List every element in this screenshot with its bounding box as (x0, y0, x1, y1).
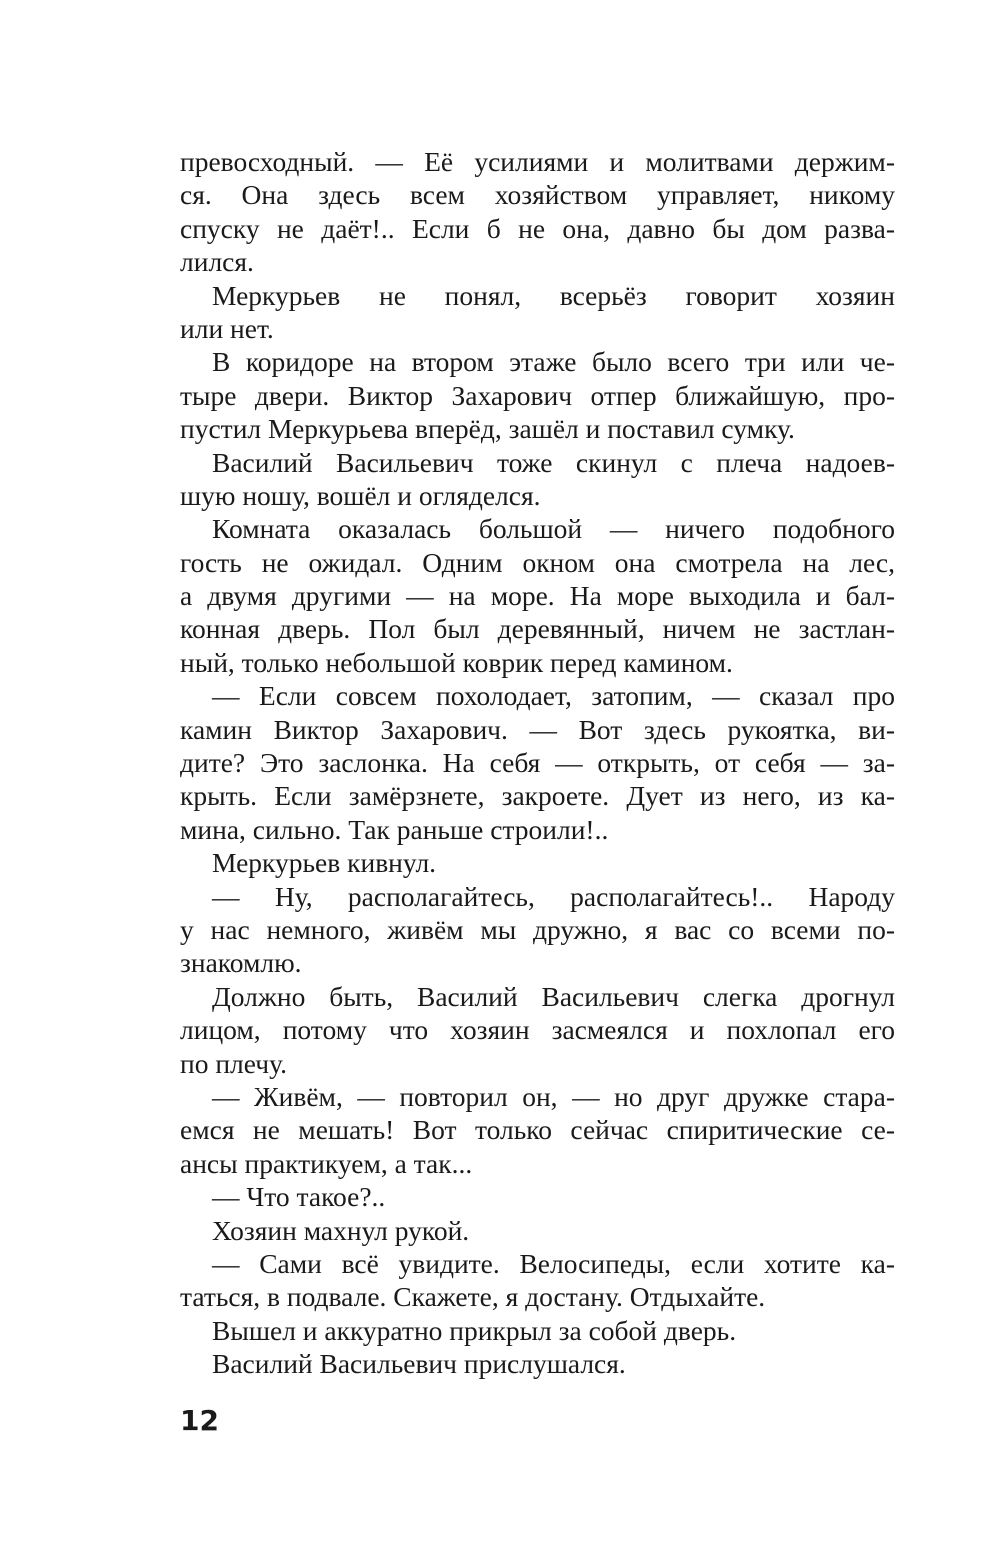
text-line: у нас немного, живём мы дружно, я вас со всеми по- (180, 913, 895, 945)
text-line: ный, только небольшой коврик перед камином. (180, 646, 733, 678)
text-line: лицом, потому что хозяин засмеялся и похлопал его (180, 1014, 895, 1046)
text-line: — Живём, — повторил он, — но друг дружке стара- (212, 1080, 895, 1112)
text-line: шую ношу, вошёл и огляделся. (180, 479, 541, 511)
text-line: пустил Меркурьева вперёд, зашёл и поставил сумку. (180, 413, 795, 445)
text-line: Василий Васильевич прислушался. (212, 1348, 626, 1380)
text-line: Меркурьев кивнул. (212, 847, 437, 879)
text-line: тыре двери. Виктор Захарович отпер ближайшую, про- (180, 379, 895, 411)
text-line: крыть. Если замёрзнете, закроете. Дует из него, из ка- (180, 780, 895, 812)
text-line: В коридоре на втором этаже было всего три или че- (212, 346, 895, 378)
text-line: мина, сильно. Так раньше строили!.. (180, 813, 609, 845)
text-line: Должно быть, Василий Васильевич слегка дрогнул (212, 980, 895, 1012)
text-line: гость не ожидал. Одним окном она смотрела на лес, (180, 546, 895, 578)
text-line: — Сами всё увидите. Велосипеды, если хотите ка- (212, 1247, 895, 1279)
text-line: — Что такое?.. (212, 1181, 386, 1213)
text-line: по плечу. (180, 1047, 288, 1079)
text-line: ансы практикуем, а так... (180, 1147, 473, 1179)
text-line: таться, в подвале. Скажете, я достану. Отдыхайте. (180, 1281, 766, 1313)
text-line: — Ну, располагайтесь, располагайтесь!.. Народу (212, 880, 895, 912)
text-line: дите? Это заслонка. На себя — открыть, от себя — за- (180, 747, 895, 779)
text-line: камин Виктор Захарович. — Вот здесь рукоятка, ви- (180, 713, 895, 745)
text-line: Вышел и аккуратно прикрыл за собой дверь. (212, 1314, 737, 1346)
text-line: ся. Она здесь всем хозяйством управляет, никому (180, 179, 895, 211)
page-number: 12 (180, 1404, 219, 1437)
text-line: или нет. (180, 312, 274, 344)
text-line: Меркурьев не понял, всерьёз говорит хозяин (212, 279, 895, 311)
page-body (180, 145, 895, 1380)
text-line: знакомлю. (180, 947, 302, 979)
text-line: емся не мешать! Вот только сейчас спиритические се- (180, 1114, 895, 1146)
text-line: а двумя другими — на море. На море выходила и бал- (180, 580, 895, 612)
text-line: лился. (180, 246, 254, 278)
text-line: превосходный. — Её усилиями и молитвами держим- (180, 146, 895, 177)
text-line: спуску не даёт!.. Если б не она, давно бы дом разва- (180, 212, 895, 244)
text-line: Комната оказалась большой — ничего подобного (212, 513, 895, 545)
text-line: Василий Васильевич тоже скинул с плеча надоев- (212, 446, 895, 478)
text-line: Хозяин махнул рукой. (212, 1214, 470, 1246)
text-line: — Если совсем похолодает, затопим, — сказал про (212, 680, 895, 712)
text-line: конная дверь. Пол был деревянный, ничем не застлан- (180, 613, 895, 645)
